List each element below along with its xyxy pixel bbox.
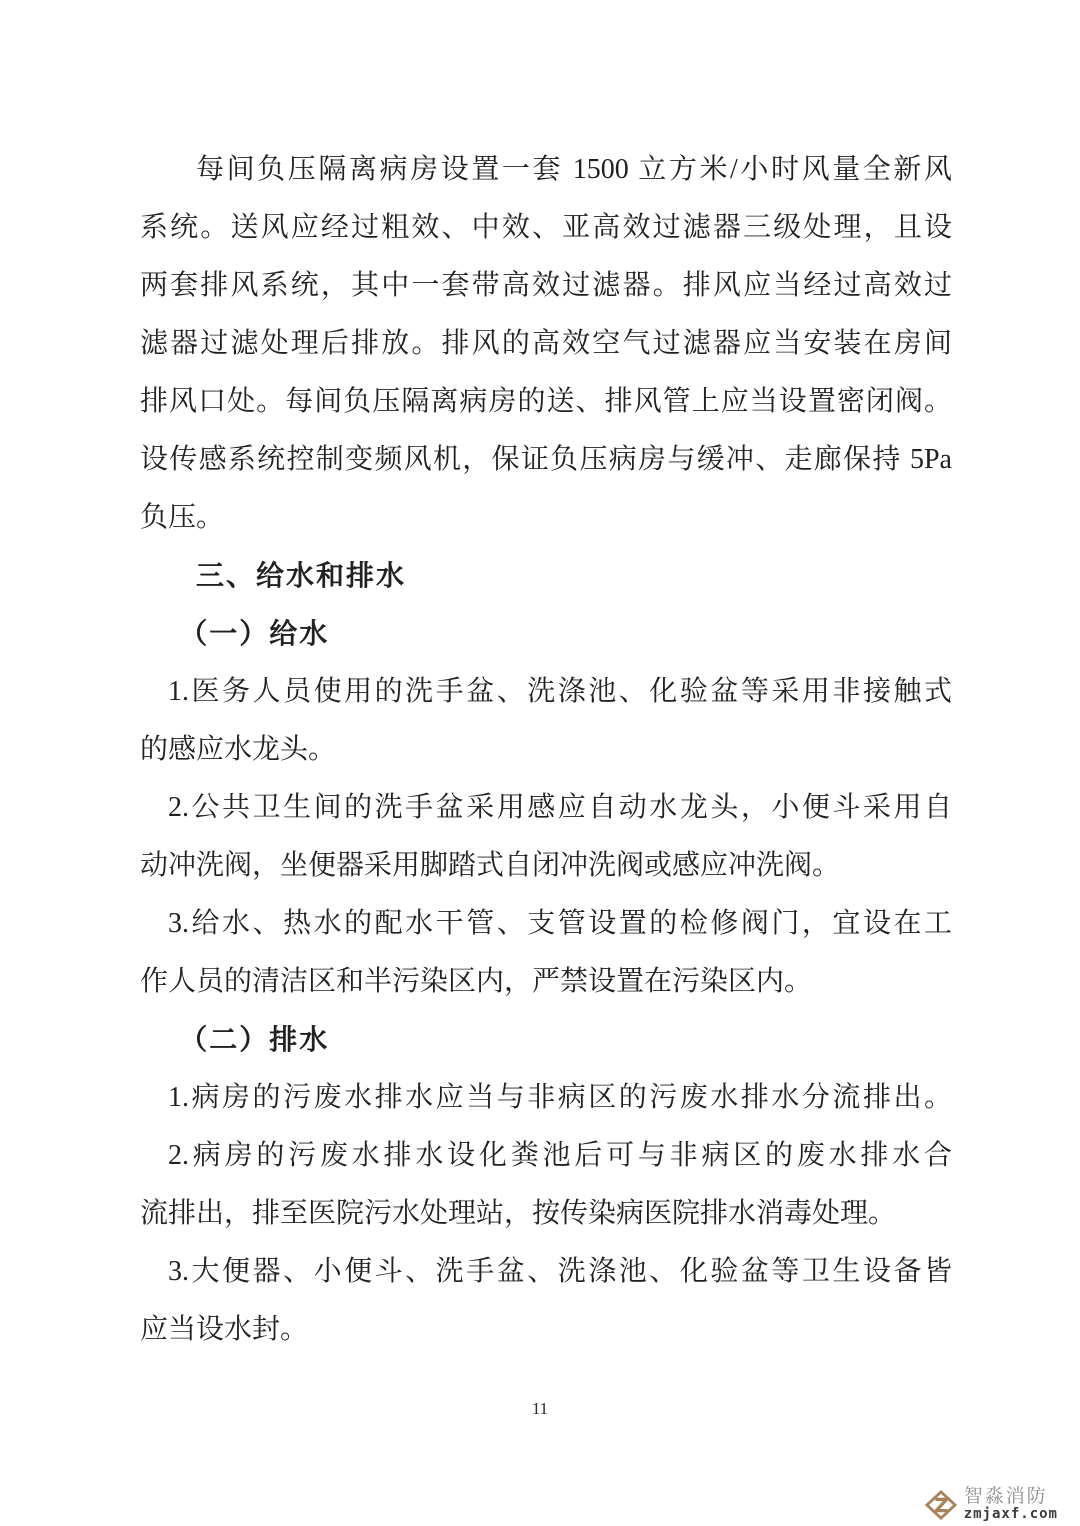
watermark-brand-name: 智淼消防 [963, 1486, 1048, 1507]
paragraph-line: 系统。送风应经过粗效、中效、亚高效过滤器三级处理，且设 [140, 212, 952, 243]
paragraph-drainage-item-1 [140, 1069, 952, 1127]
subsection-heading-drainage: （二）排水 [179, 1024, 330, 1055]
paragraph-line: 动冲洗阀，坐便器采用脚踏式自闭冲洗阀或感应冲洗阀。 [140, 850, 841, 881]
paragraph-line: 作人员的清洁区和半污染区内，严禁设置在污染区内。 [140, 966, 813, 997]
paragraph-drainage-item-2 [140, 1127, 952, 1243]
paragraph-line: 3.给水、热水的配水干管、支管设置的检修阀门，宜设在工 [168, 908, 952, 939]
paragraph-line: 3.大便器、小便斗、洗手盆、洗涤池、化验盆等卫生设备皆 [168, 1256, 952, 1287]
subsection-heading-water-supply: （一）给水 [179, 618, 330, 649]
paragraph-line: 滤器过滤处理后排放。排风的高效空气过滤器应当安装在房间 [140, 328, 952, 359]
paragraph-line: 设传感系统控制变频风机，保证负压病房与缓冲、走廊保持 5Pa [140, 444, 952, 475]
paragraph-line: 2.公共卫生间的洗手盆采用感应自动水龙头，小便斗采用自 [168, 792, 952, 823]
paragraph-drainage-item-3 [140, 1243, 952, 1359]
paragraph-water-supply-item-2 [140, 779, 952, 895]
paragraph-line: 1.医务人员使用的洗手盆、洗涤池、化验盆等采用非接触式 [168, 676, 952, 707]
watermark-text [964, 1487, 1058, 1522]
paragraph-line: 的感应水龙头。 [140, 734, 337, 765]
paragraph-line: 应当设水封。 [140, 1314, 309, 1345]
page-number: 11 [531, 1399, 549, 1418]
paragraph-ventilation [140, 141, 952, 547]
paragraph-line: 2.病房的污废水排水设化粪池后可与非病区的废水排水合 [168, 1140, 952, 1171]
paragraph-line: 两套排风系统，其中一套带高效过滤器。排风应当经过高效过 [140, 270, 952, 301]
paragraph-line: 负压。 [140, 502, 225, 533]
watermark [925, 1487, 1058, 1522]
paragraph-water-supply-item-3 [140, 895, 952, 1011]
zhimiao-diamond-logo-icon [925, 1490, 957, 1520]
paragraph-line: 每间负压隔离病房设置一套 1500 立方米/小时风量全新风 [196, 154, 952, 185]
paragraph-line: 1.病房的污废水排水应当与非病区的污废水排水分流排出。 [168, 1082, 952, 1113]
paragraph-line: 流排出，排至医院污水处理站，按传染病医院排水消毒处理。 [140, 1198, 897, 1229]
paragraph-line: 排风口处。每间负压隔离病房的送、排风管上应当设置密闭阀。 [140, 386, 952, 417]
paragraph-water-supply-item-1 [140, 663, 952, 779]
section-heading-water-supply-and-drainage: 三、给水和排水 [196, 560, 407, 591]
watermark-domain: zmjaxf.com [963, 1506, 1058, 1522]
document-body [140, 141, 952, 1359]
